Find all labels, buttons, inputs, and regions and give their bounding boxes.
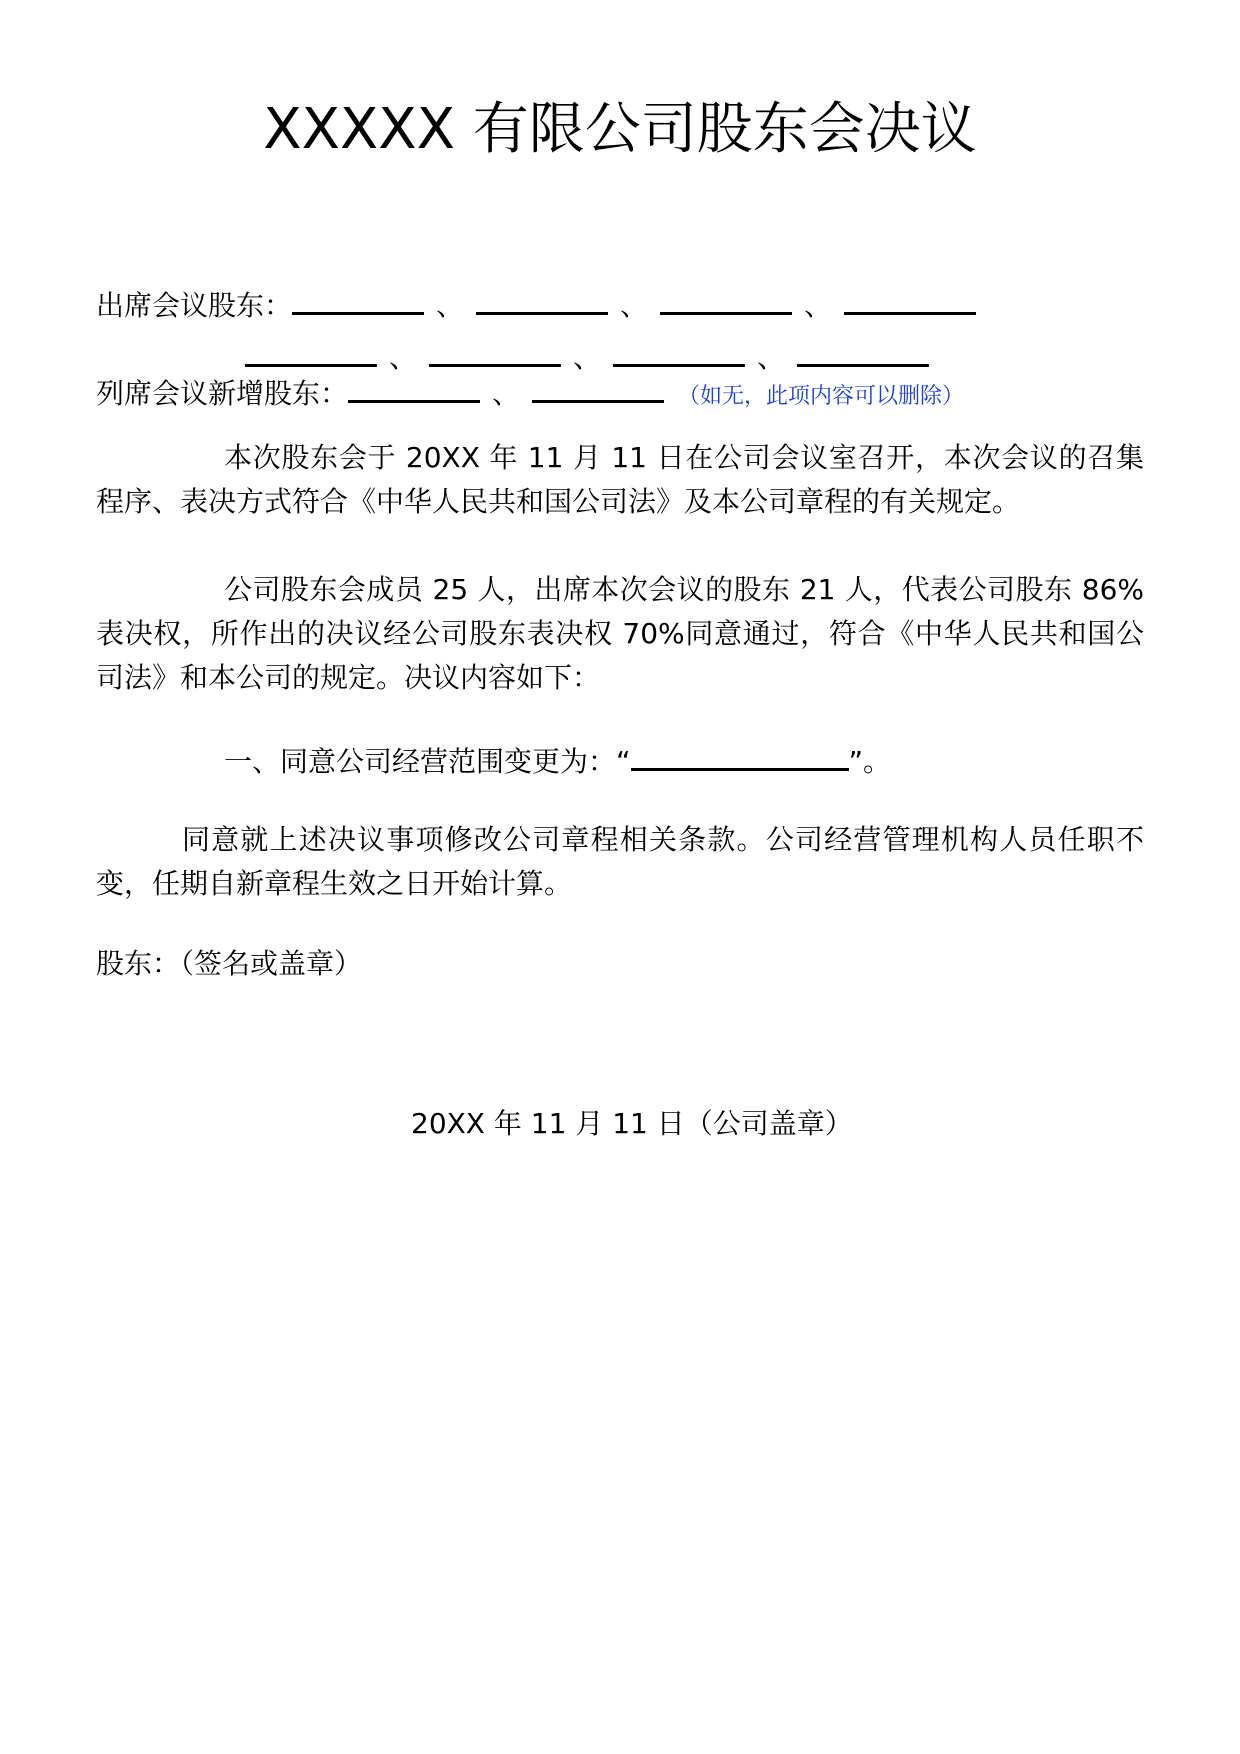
voting-paragraph: 公司股东会成员 25 人，出席本次会议的股东 21 人，代表公司股东 86%表决权，所作出的决议经公司股东表决权 70%同意通过，符合《中华人民共和国公司法》和本公司的规定。决议内容如下： [96, 573, 1144, 694]
signature-label: 股东：（签名或盖章） [96, 947, 363, 980]
attendee-blank-7[interactable] [613, 334, 745, 367]
new-shareholders-label: 列席会议新增股东： [96, 377, 349, 410]
separator: 、 [620, 289, 649, 322]
new-shareholder-blank-1[interactable] [348, 370, 480, 403]
document-title: XXXXX 有限公司股东会决议 [263, 97, 977, 162]
attendee-blank-5[interactable] [245, 334, 377, 367]
meeting-paragraph: 本次股东会于 20XX 年 11 月 11 日在公司会议室召开，本次会议的召集程序、表决方式符合《中华人民共和国公司法》及本公司章程的有关规定。 [96, 441, 1144, 518]
attendee-blank-3[interactable] [660, 282, 792, 315]
business-scope-blank[interactable] [631, 738, 849, 771]
attendee-blank-6[interactable] [429, 334, 561, 367]
attendee-blank-2[interactable] [476, 282, 608, 315]
separator: 、 [804, 289, 833, 322]
new-shareholder-blank-2[interactable] [532, 370, 664, 403]
resolution-item-1 [224, 738, 891, 784]
resolution-1-suffix: ”。 [848, 745, 892, 778]
articles-paragraph: 同意就上述决议事项修改公司章程相关条款。公司经营管理机构人员任职不变，任期自新章程生效之日开始计算。 [96, 823, 1144, 900]
separator: 、 [389, 341, 418, 374]
date-line: 20XX 年 11 月 11 日（公司盖章） [411, 1107, 853, 1140]
attendees-label: 出席会议股东： [96, 289, 293, 322]
separator: 、 [757, 341, 786, 374]
attendee-blank-1[interactable] [292, 282, 424, 315]
attendee-blank-8[interactable] [797, 334, 929, 367]
new-shareholders-note: （如无，此项内容可以删除） [678, 384, 965, 409]
resolution-1-prefix: 一、同意公司经营范围变更为：“ [224, 745, 631, 778]
separator: 、 [436, 289, 465, 322]
attendee-blank-4[interactable] [844, 282, 976, 315]
attendees-line-1 [96, 282, 976, 328]
separator: 、 [573, 341, 602, 374]
new-shareholders-line [96, 370, 964, 419]
separator: 、 [492, 377, 521, 410]
